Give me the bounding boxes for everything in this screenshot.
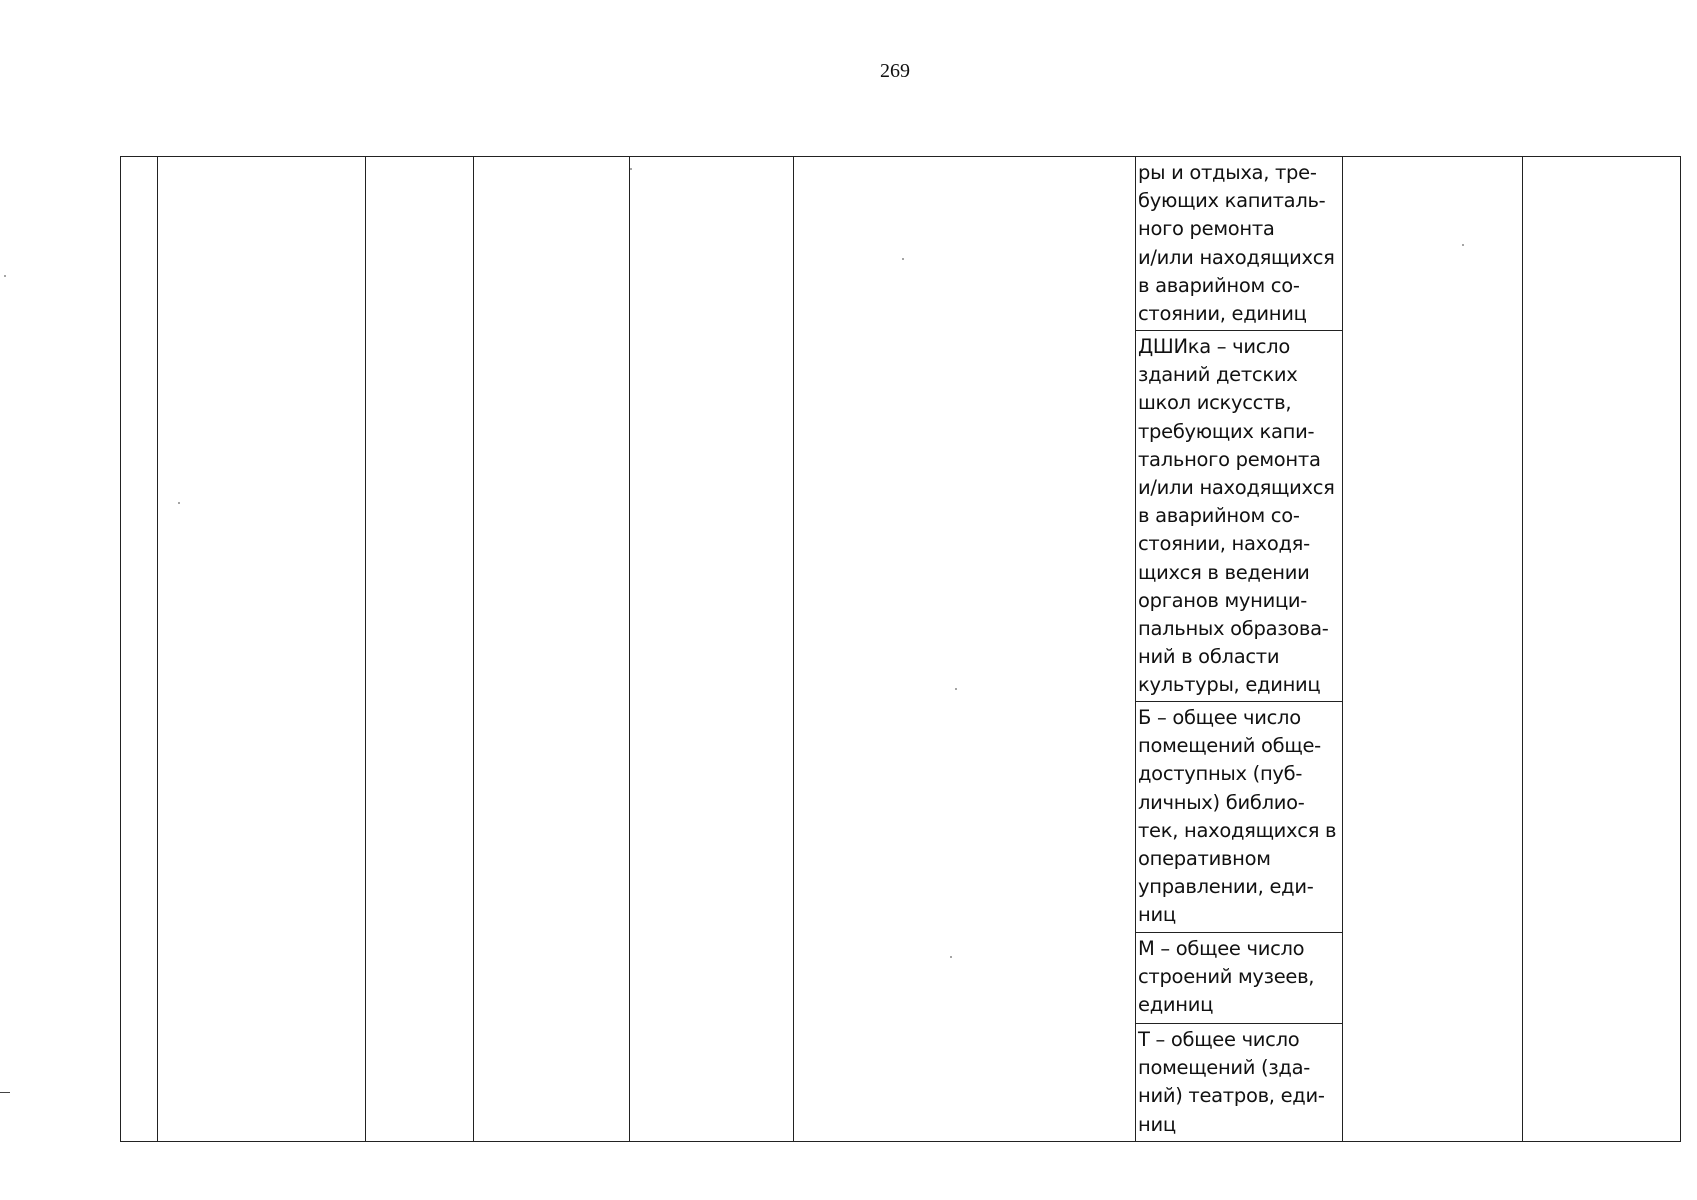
- column-divider: [629, 157, 630, 1141]
- scan-speck: [630, 168, 632, 170]
- description-cell: М – общее число строений музеев, единиц: [1135, 933, 1342, 1024]
- document-table: [120, 156, 1681, 1142]
- description-cell: Т – общее число помещений (зда- ний) театров, еди- ниц: [1138, 1028, 1325, 1136]
- scan-speck: [902, 258, 904, 260]
- indicator-description-column: [1135, 157, 1342, 1141]
- description-cell: Б – общее число помещений обще- доступных (пуб- личных) библио- тек, находящихся в оперативном управлении, еди- ниц: [1135, 702, 1342, 933]
- margin-mark: [0, 1092, 10, 1093]
- column-divider: [157, 157, 158, 1141]
- column-divider: [793, 157, 794, 1141]
- column-divider: [1342, 157, 1343, 1141]
- description-cell: ДШИка – число зданий детских школ искусств, требующих капи- тального ремонта и/или находящихся в аварийном со- стоянии, находя- щихся в ведении органов муници- пальных образова- ний в области культуры, единиц: [1135, 331, 1342, 702]
- scan-speck: [178, 502, 180, 504]
- column-divider: [365, 157, 366, 1141]
- scan-speck: [4, 275, 6, 277]
- scan-speck: [955, 688, 957, 690]
- description-cell: ры и отдыха, тре- бующих капиталь- ного ремонта и/или находящихся в аварийном со- стоянии, единиц: [1135, 157, 1342, 331]
- scan-speck: [950, 956, 952, 958]
- scan-speck: [1462, 244, 1464, 246]
- page-number: 269: [880, 60, 910, 82]
- column-divider: [473, 157, 474, 1141]
- column-divider: [1522, 157, 1523, 1141]
